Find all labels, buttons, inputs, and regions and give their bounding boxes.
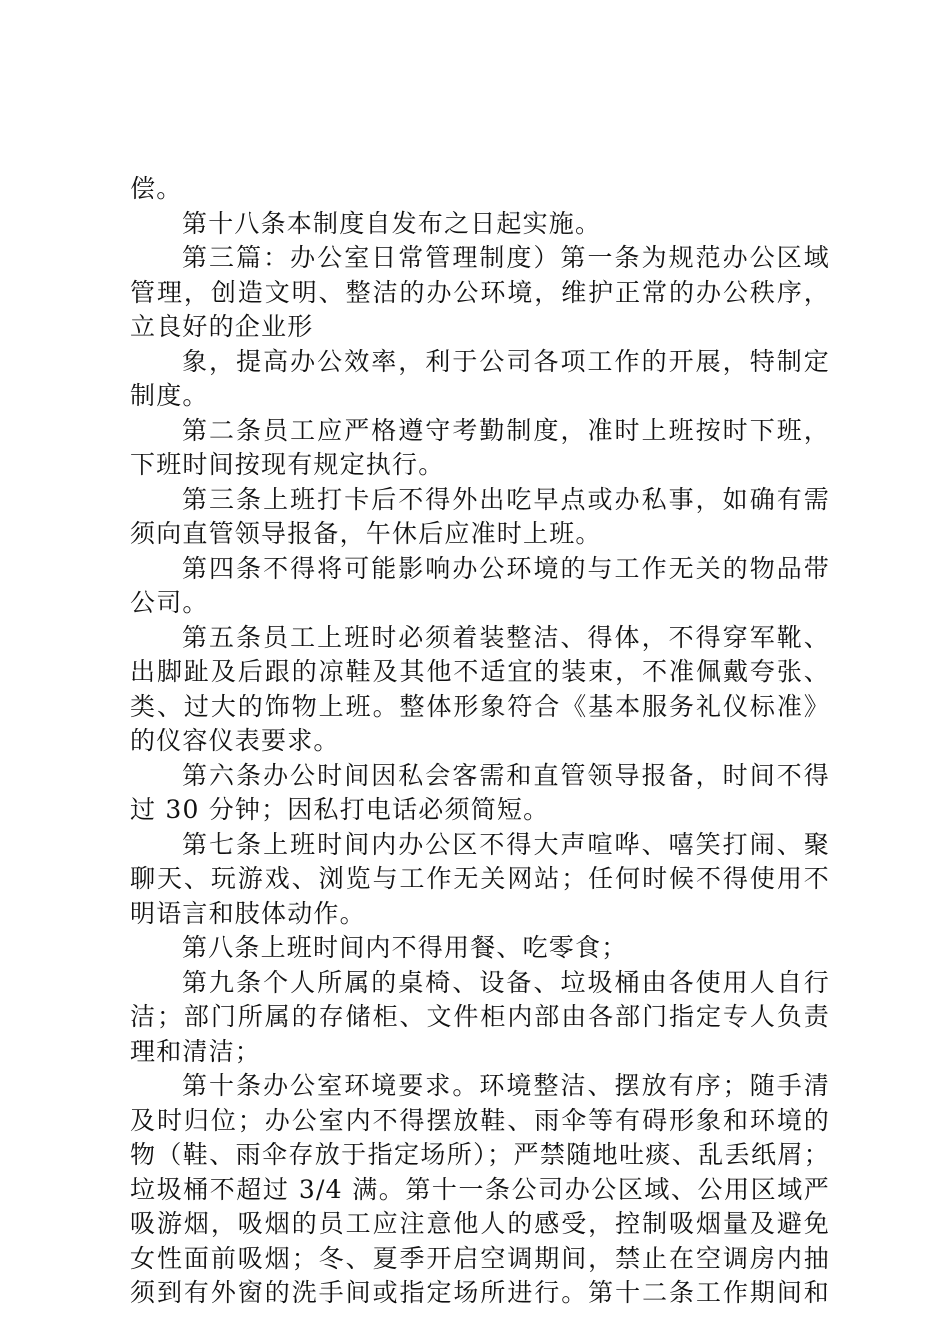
- text-line: 垃圾桶不超过 3/4 满。第十一条公司办公区域、公用区域严: [130, 1174, 830, 1204]
- text-line: 第六条办公时间因私会客需和直管领导报备，时间不得: [182, 760, 830, 790]
- text-line: 第二条员工应严格遵守考勤制度，准时上班按时下班，: [182, 415, 830, 445]
- text-line: 象，提高办公效率，利于公司各项工作的开展，特制定: [182, 346, 830, 376]
- text-line: 出脚趾及后跟的凉鞋及其他不适宜的装束，不准佩戴夸张、: [130, 657, 830, 686]
- text-line: 明语言和肢体动作。: [130, 898, 366, 928]
- text-line: 偿。: [130, 174, 183, 203]
- text-line: 及时归位；办公室内不得摆放鞋、雨伞等有碍形象和环境的: [130, 1105, 830, 1135]
- text-line: 须到有外窗的洗手间或指定场所进行。第十二条工作期间和: [130, 1278, 830, 1307]
- text-line: 立良好的企业形: [130, 312, 314, 341]
- text-line: 第十条办公室环境要求。环境整洁、摆放有序；随手清: [182, 1071, 830, 1100]
- text-line: 制度。: [130, 381, 209, 410]
- text-line: 第三条上班打卡后不得外出吃早点或办私事，如确有需: [182, 484, 830, 514]
- document-body: [130, 172, 830, 1311]
- text-line: 第四条不得将可能影响办公环境的与工作无关的物品带: [182, 553, 830, 583]
- text-line: 理和清洁；: [130, 1036, 262, 1066]
- text-line: 第三篇：办公室日常管理制度）第一条为规范办公区域: [182, 243, 830, 272]
- text-line: 的仪容仪表要求。: [130, 726, 340, 755]
- text-line: 公司。: [130, 588, 209, 617]
- text-line: 第五条员工上班时必须着装整洁、得体，不得穿军靴、: [182, 622, 830, 652]
- text-line: 聊天、玩游戏、浏览与工作无关网站；任何时候不得使用不: [130, 864, 830, 893]
- text-line: 须向直管领导报备，午休后应准时上班。: [130, 519, 602, 548]
- text-line: 第九条个人所属的桌椅、设备、垃圾桶由各使用人自行: [182, 967, 830, 997]
- text-line: 洁；部门所属的存储柜、文件柜内部由各部门指定专人负责: [130, 1002, 830, 1031]
- text-line: 下班时间按现有规定执行。: [130, 450, 445, 479]
- text-line: 第七条上班时间内办公区不得大声喧哗、嘻笑打闹、聚: [182, 829, 830, 859]
- text-line: 女性面前吸烟；冬、夏季开启空调期间，禁止在空调房内抽: [130, 1243, 830, 1273]
- text-line: 类、过大的饰物上班。整体形象符合《基本服务礼仪标准》: [130, 691, 830, 721]
- text-line: 第十八条本制度自发布之日起实施。: [182, 208, 602, 238]
- text-line: 过 30 分钟；因私打电话必须简短。: [130, 795, 550, 824]
- text-line: 吸游烟，吸烟的员工应注意他人的感受，控制吸烟量及避免: [130, 1209, 830, 1238]
- text-line: 管理，创造文明、整洁的办公环境，维护正常的办公秩序，: [130, 277, 830, 307]
- text-line: 物（鞋、雨伞存放于指定场所）；严禁随地吐痰、乱丢纸屑；: [130, 1140, 830, 1169]
- text-line: 第八条上班时间内不得用餐、吃零食；: [182, 933, 628, 962]
